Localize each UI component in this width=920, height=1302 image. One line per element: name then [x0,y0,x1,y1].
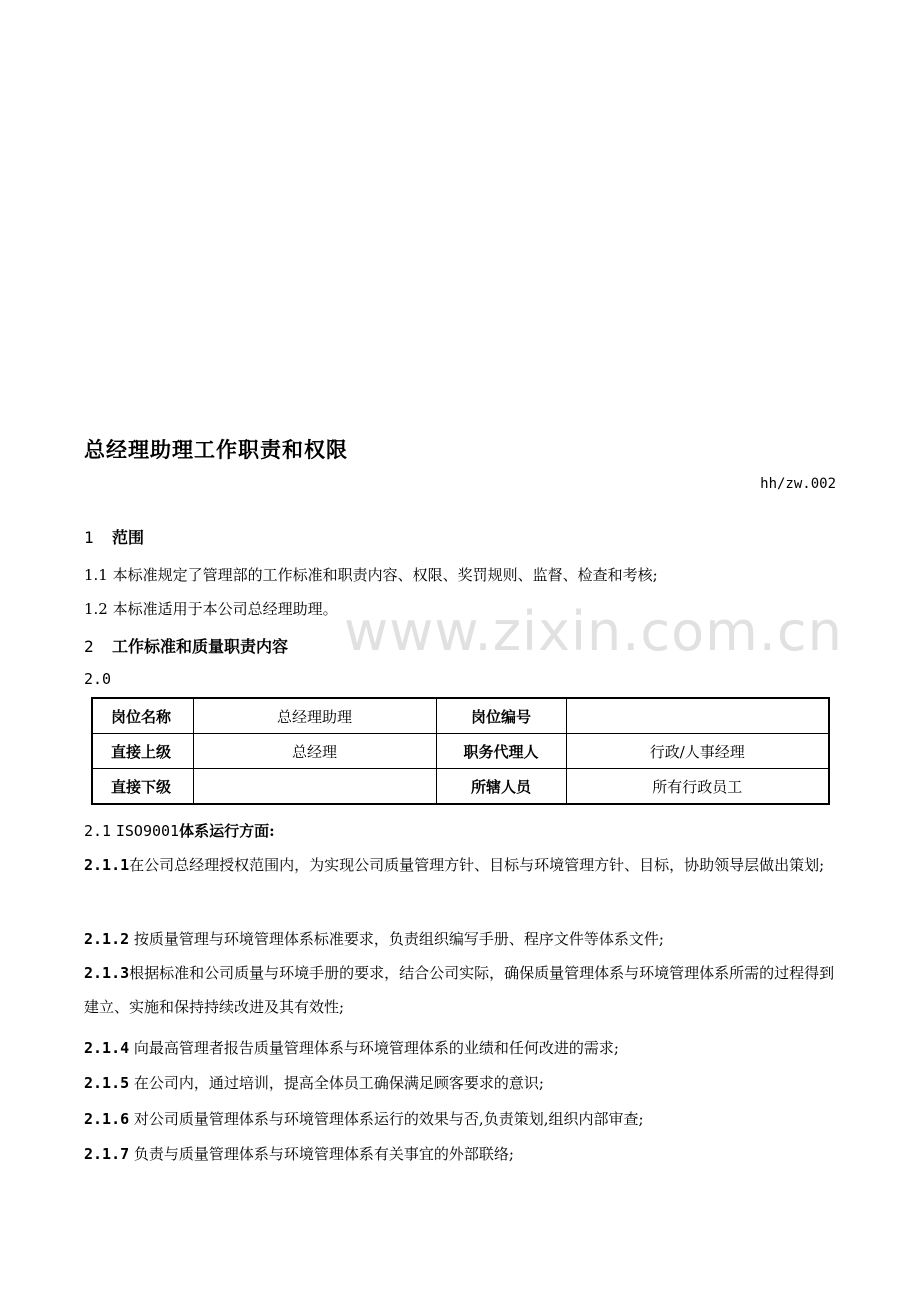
item-number: 2.1.4 [84,1039,130,1057]
item-text: 负责与质量管理体系与环境管理体系有关事宜的外部联络; [129,1145,514,1163]
table-value-cell [566,698,829,734]
section-1-heading [84,525,144,548]
paragraph-2-1-4 [84,1037,619,1058]
item-text: 根据标准和公司质量与环境手册的要求，结合公司实际，确保质量管理体系与环境管理体系所需的过程得到建立、实施和保持持续改进及其有效性; [84,964,835,1016]
table-label-cell: 岗位编号 [436,698,566,734]
paragraph-2-1-1 [84,848,839,882]
item-number: 2.1.5 [84,1074,130,1092]
table-row [92,698,829,734]
section-2-1-heading [84,820,275,841]
document-title: 总经理助理工作职责和权限 [84,438,348,462]
section-number: 1 [84,528,94,547]
table-value-cell: 总经理助理 [193,698,436,734]
item-text: 向最高管理者报告质量管理体系与环境管理体系的业绩和任何改进的需求; [129,1039,619,1057]
section-title: 范围 [112,528,145,547]
table-value-cell: 总经理 [193,734,436,769]
item-text: 在公司总经理授权范围内，为实现公司质量管理方针、目标与环境管理方针、目标，协助领导层做出策划; [129,856,825,874]
item-number: 2.1.7 [84,1145,130,1163]
item-number: 2.1.2 [84,930,130,948]
table-label-cell: 直接上级 [92,734,193,769]
table-row [92,734,829,769]
item-text: 按质量管理与环境管理体系标准要求，负责组织编写手册、程序文件等体系文件; [129,930,664,948]
item-text: 在公司内，通过培训，提高全体员工确保满足顾客要求的意识; [129,1074,544,1092]
sub-label-2-0: 2.0 [84,670,112,688]
item-number: 2.1.3 [84,964,130,982]
section-number: 2 [84,637,94,656]
item-number: 2.1.6 [84,1110,130,1128]
paragraph-2-1-3 [84,956,839,1024]
section-number: 2.1 [84,822,112,840]
section-title: 工作标准和质量职责内容 [112,637,289,656]
table-label-cell: 所辖人员 [436,769,566,805]
table-value-cell: 所有行政员工 [566,769,829,805]
section-2-heading [84,634,288,657]
table-value-cell [193,769,436,805]
table-label-cell: 职务代理人 [436,734,566,769]
table-label-cell: 岗位名称 [92,698,193,734]
paragraph-2-1-2 [84,928,664,949]
paragraph-2-1-5 [84,1072,544,1093]
section-title: 体系运行方面: [179,822,275,840]
iso-standard: ISO9001 [115,822,180,840]
job-info-table [91,697,830,805]
table-value-cell: 行政/人事经理 [566,734,829,769]
table-label-cell: 直接下级 [92,769,193,805]
item-text: 对公司质量管理体系与环境管理体系运行的效果与否,负责策划,组织内部审查; [129,1110,644,1128]
item-number: 2.1.1 [84,856,130,874]
paragraph-2-1-7 [84,1143,514,1164]
document-code: hh/zw.002 [760,476,836,492]
paragraph-2-1-6 [84,1108,644,1129]
paragraph-1-2: 1.2 本标准适用于本公司总经理助理。 [84,600,338,618]
paragraph-1-1: 1.1 本标准规定了管理部的工作标准和职责内容、权限、奖罚规则、监督、检查和考核; [84,566,658,584]
table-row [92,769,829,805]
watermark: www.zixin.com.cn [344,600,843,663]
